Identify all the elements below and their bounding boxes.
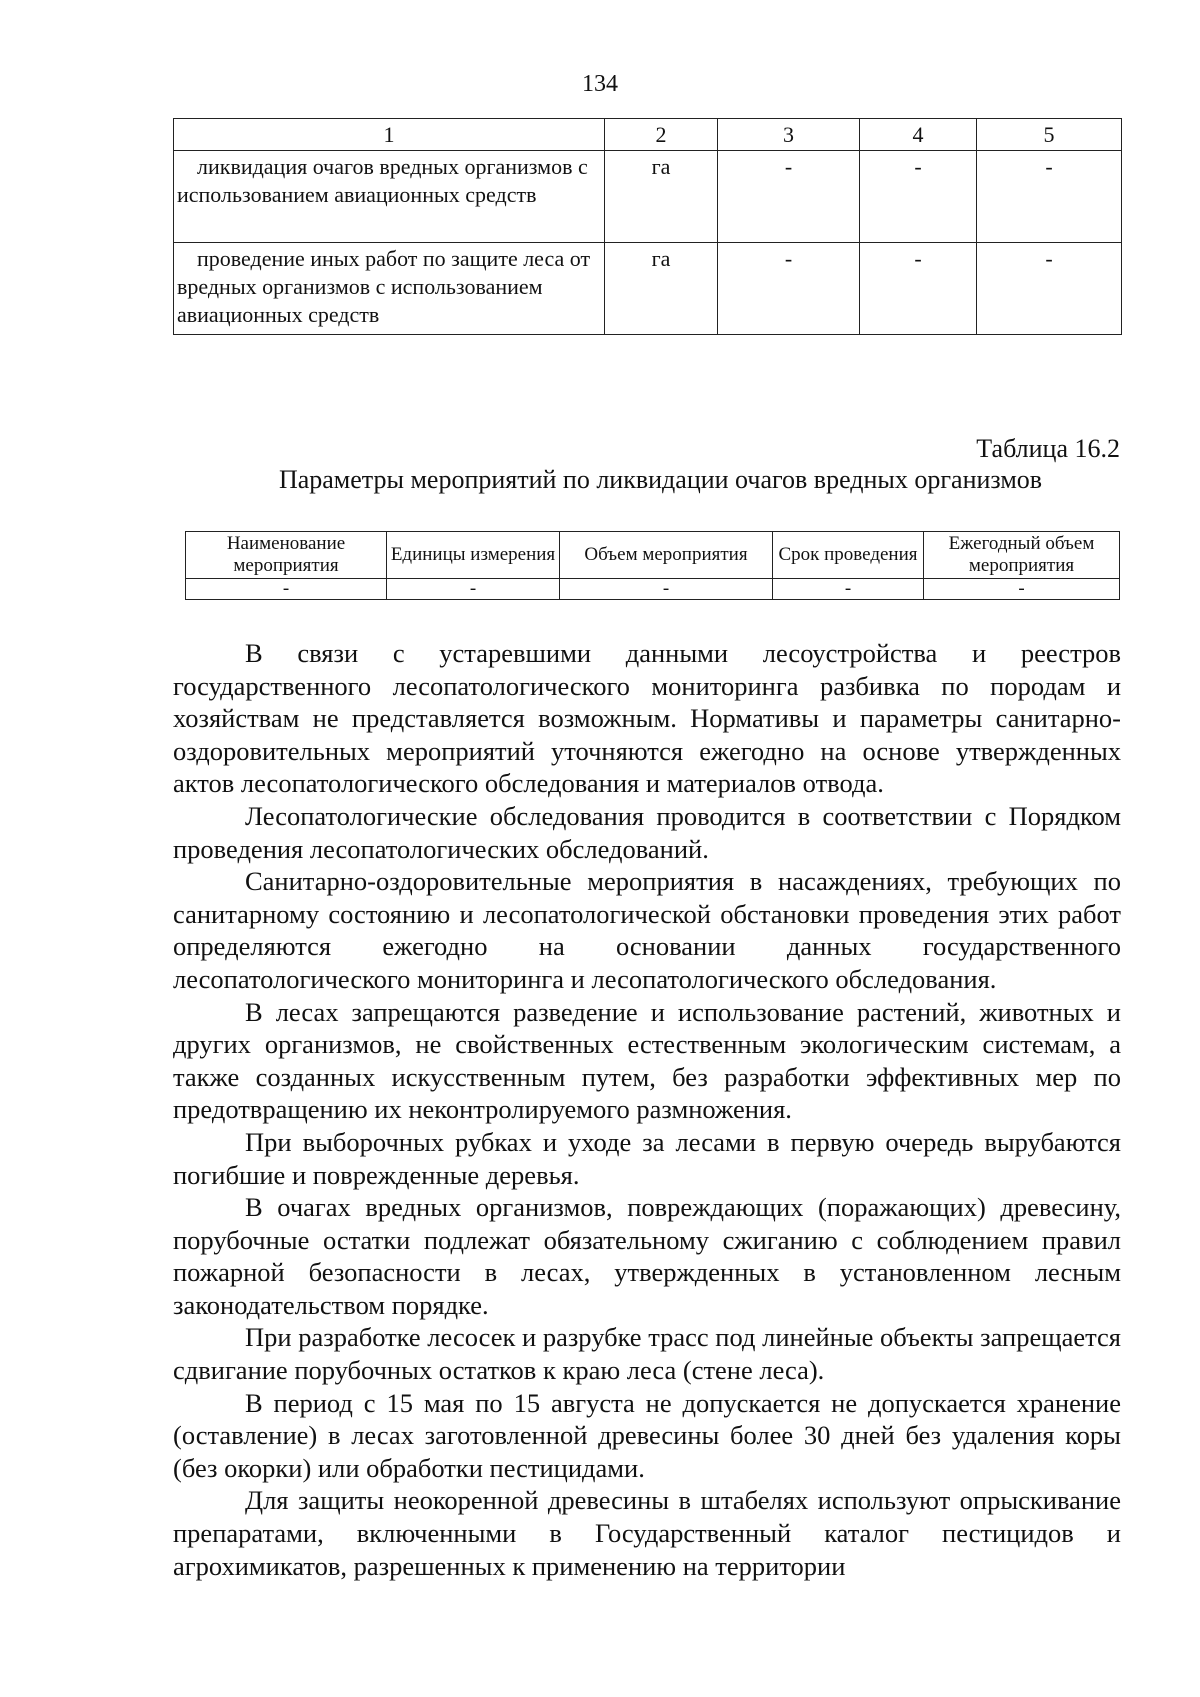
unit-cell: га [605,151,718,243]
table-cell: - [560,579,773,600]
paragraph: Для защиты неокоренной древесины в штабелях используют опрыскивание препаратами, включенными в Государственный каталог пестицидов и агрохимикатов, разрешенных к применению на территории [173,1485,1121,1581]
header-cell-period: Срок проведения [773,532,924,579]
paragraph: Санитарно-оздоровительные мероприятия в насаждениях, требующих по санитарному состоянию и лесопатологической обстановки проведения этих работ определяются ежегодно на основании данных государственного лесопатологического мониторинга и лесопатологического обследования. [173,866,1121,994]
paragraph: Лесопатологические обследования проводится в соответствии с Порядком проведения лесопатологических обследований. [173,800,1121,864]
paragraph: В связи с устаревшими данными лесоустройства и реестров государственного лесопатологического мониторинга разбивка по породам и хозяйствам не представляется возможным. Нормативы и параметры санитарно-оздоровительных мероприятий уточняются ежегодно на основе утвержденных актов лесопатологического обследования и материалов отвода. [173,638,1121,799]
paragraph: В период с 15 мая по 15 августа не допускается не допускается хранение (оставление) в лесах заготовленной древесины более 30 дней без удаления коры (без окорки) или обработки пестицидами. [173,1387,1121,1483]
column-number-2: 2 [605,119,718,151]
value-cell: - [860,151,977,243]
column-number-1: 1 [174,119,605,151]
table-cell: - [924,579,1120,600]
header-cell-units: Единицы измерения [387,532,560,579]
header-cell-measure-name: Наименование мероприятия [186,532,387,579]
table-header-row [174,119,1122,151]
table-cell: - [773,579,924,600]
value-cell: - [977,243,1122,335]
header-cell-annual-volume: Ежегодный объем мероприятия [924,532,1120,579]
parameters-table [185,531,1120,600]
paragraph: При выборочных рубках и уходе за лесами в первую очередь вырубаются погибшие и поврежденные деревья. [173,1126,1121,1190]
value-cell: - [860,243,977,335]
table-row [186,579,1120,600]
table-header-row [186,532,1120,579]
unit-cell: га [605,243,718,335]
table-title: Параметры мероприятий по ликвидации очагов вредных организмов [278,465,1043,494]
table-row [174,243,1122,335]
measure-name-cell: проведение иных работ по защите леса от вредных организмов с использованием авиационных средств [174,243,605,335]
value-cell: - [718,151,860,243]
paragraph: В лесах запрещаются разведение и использование растений, животных и других организмов, не свойственных естественным экологическим системам, а также созданных искусственным путем, без разработки эффективных мер по предотвращению их неконтролируемого размножения. [173,996,1121,1125]
column-number-4: 4 [860,119,977,151]
header-cell-volume: Объем мероприятия [560,532,773,579]
measure-name-cell: ликвидация очагов вредных организмов с использованием авиационных средств [174,151,605,243]
column-number-3: 3 [718,119,860,151]
measures-table [173,118,1122,335]
value-cell: - [718,243,860,335]
column-number-5: 5 [977,119,1122,151]
table-cell: - [186,579,387,600]
table-caption: Таблица 16.2 [976,434,1120,463]
paragraph: В очагах вредных организмов, повреждающих (поражающих) древесину, порубочные остатки подлежат обязательному сжиганию с соблюдением правил пожарной безопасности в лесах, утвержденных в установленном лесным законодательством порядке. [173,1192,1121,1320]
page-number: 134 [582,71,618,97]
value-cell: - [977,151,1122,243]
body-text [173,637,1121,1582]
paragraph: При разработке лесосек и разрубке трасс под линейные объекты запрещается сдвигание порубочных остатков к краю леса (стене леса). [173,1322,1121,1386]
table-cell: - [387,579,560,600]
table-row [174,151,1122,243]
